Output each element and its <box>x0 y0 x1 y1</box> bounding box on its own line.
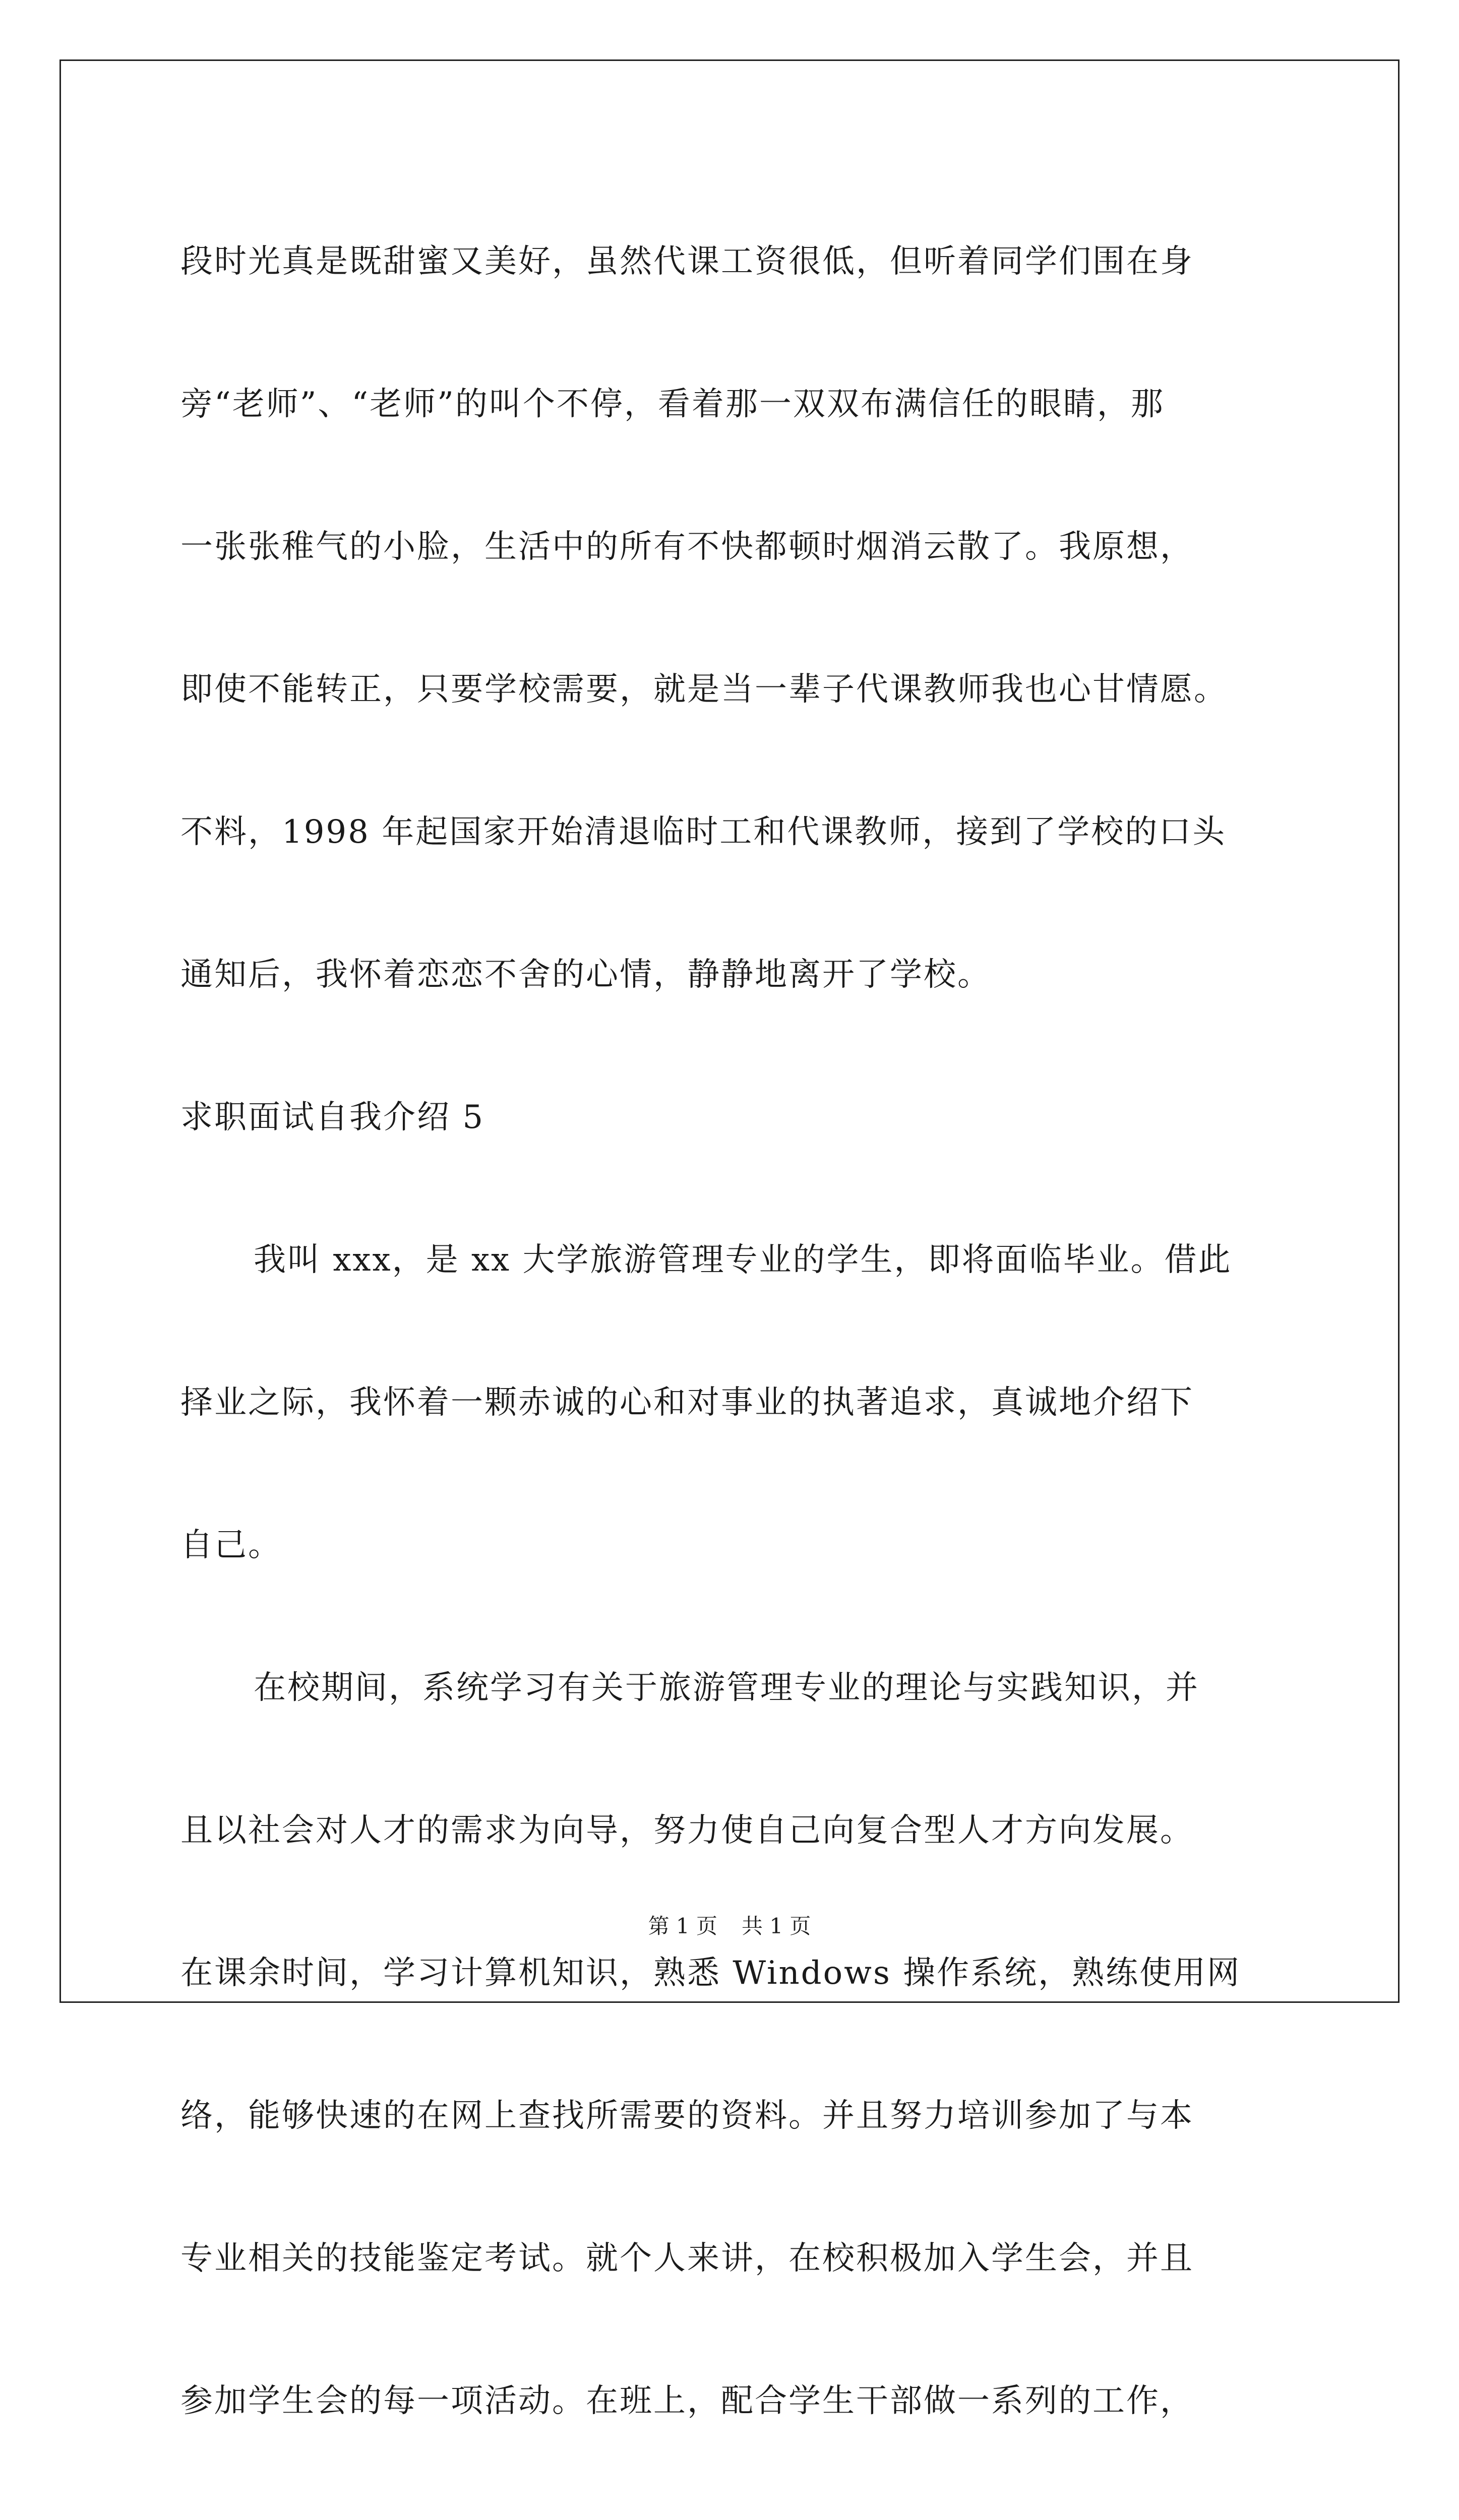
page-number-current: 第 1 页 <box>648 1914 717 1938</box>
text-line: 旁“老师”、“老师”的叫个不停，看着那一双双布满信任的眼睛，那 <box>180 386 1165 423</box>
text-line: 参加学生会的每一项活动。在班上，配合学生干部做一系列的工作， <box>180 2382 1194 2420</box>
text-line: 不料，1998 年起国家开始清退临时工和代课教师，接到了学校的口头 <box>180 813 1227 851</box>
section-heading: 求职面试自我介绍 5 <box>180 1099 485 1136</box>
text-line: 我叫 xxx，是 xx 大学旅游管理专业的学生，即将面临毕业。借此 <box>254 1241 1232 1279</box>
text-line: 络，能够快速的在网上查找所需要的资料。并且努力培训参加了与本 <box>180 2097 1194 2134</box>
text-line: 且以社会对人才的需求为向导，努力使自己向复合型人才方向发展。 <box>180 1812 1194 1849</box>
text-line <box>180 2473 1290 2520</box>
text-line: 专业相关的技能鉴定考试。就个人来讲，在校积极加入学生会，并且 <box>180 2240 1194 2277</box>
text-line: 择业之际，我怀着一颗赤诚的心和对事业的执著追求，真诚地介绍下 <box>180 1384 1194 1421</box>
text-line: 一张张稚气的小脸，生活中的所有不快都顿时烟消云散了。我原想， <box>180 528 1194 565</box>
text-line: 段时光真是既甜蜜又美好，虽然代课工资很低，但听着同学们围在身 <box>180 243 1194 280</box>
text-line: 通知后，我怀着恋恋不舍的心情，静静地离开了学校。 <box>180 956 991 993</box>
page-number-total: 共 1 页 <box>742 1914 811 1938</box>
document-body <box>180 191 1290 2520</box>
text-line: 自己。 <box>180 1527 282 1564</box>
text-line: 在校期间，系统学习有关于旅游管理专业的理论与实践知识，并 <box>254 1669 1199 1707</box>
text-line: 即使不能转正，只要学校需要，就是当一辈子代课教师我也心甘情愿。 <box>180 671 1228 708</box>
text-line: 在课余时间，学习计算机知识，熟悉 Windows 操作系统，熟练使用网 <box>180 1955 1241 1992</box>
page-footer <box>0 1911 1459 1941</box>
